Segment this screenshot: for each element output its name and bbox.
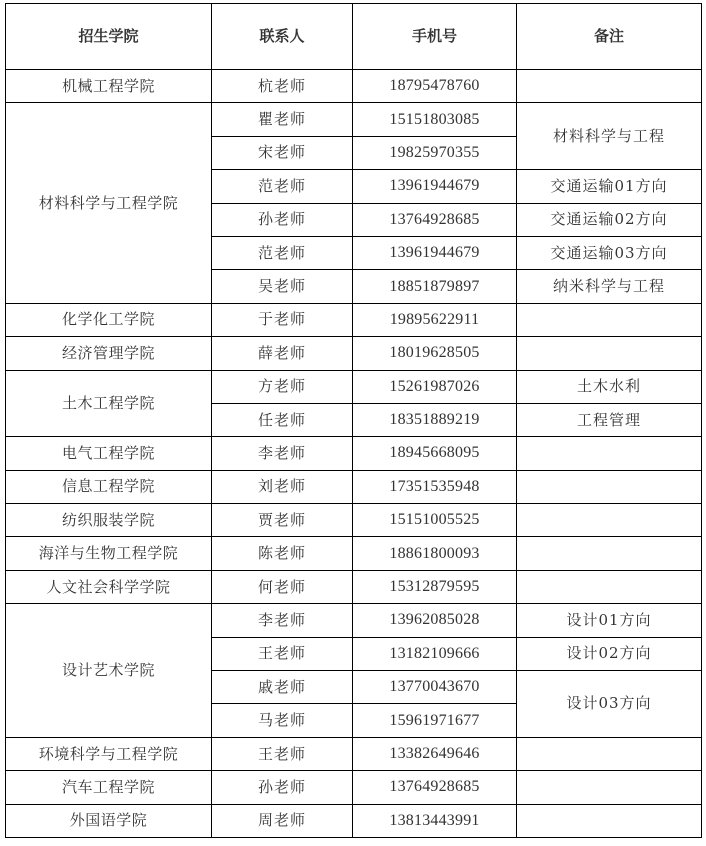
table-row	[6, 437, 702, 470]
phone-cell: 18945668095	[353, 437, 517, 470]
phone-cell: 18851879897	[353, 270, 517, 303]
school-cell: 外国语学院	[6, 804, 212, 837]
phone-cell: 18351889219	[353, 403, 517, 436]
phone-cell: 15151005525	[353, 504, 517, 537]
teacher-cell: 范老师	[212, 236, 353, 269]
teacher-cell: 何老师	[212, 570, 353, 603]
school-cell: 设计艺术学院	[6, 604, 212, 738]
phone-cell: 13764928685	[353, 771, 517, 804]
header-phone: 手机号	[353, 4, 517, 70]
phone-cell: 13182109666	[353, 637, 517, 670]
note-cell	[517, 771, 702, 804]
note-cell	[517, 437, 702, 470]
teacher-cell: 宋老师	[212, 136, 353, 169]
phone-cell: 13382649646	[353, 737, 517, 770]
table-body	[6, 70, 702, 838]
phone-cell: 18795478760	[353, 70, 517, 103]
teacher-cell: 王老师	[212, 637, 353, 670]
note-cell	[517, 70, 702, 103]
table-row	[6, 537, 702, 570]
table-row	[6, 504, 702, 537]
admissions-contact-table	[5, 3, 702, 838]
school-cell: 海洋与生物工程学院	[6, 537, 212, 570]
phone-cell: 13962085028	[353, 604, 517, 637]
phone-cell: 15261987026	[353, 370, 517, 403]
teacher-cell: 薛老师	[212, 337, 353, 370]
phone-cell: 19895622911	[353, 303, 517, 336]
table-row	[6, 570, 702, 603]
table-row	[6, 103, 702, 136]
phone-cell: 15961971677	[353, 704, 517, 737]
phone-cell: 19825970355	[353, 136, 517, 169]
teacher-cell: 戚老师	[212, 671, 353, 704]
note-cell	[517, 804, 702, 837]
note-cell: 纳米科学与工程	[517, 270, 702, 303]
note-cell: 土木水利	[517, 370, 702, 403]
header-note: 备注	[517, 4, 702, 70]
teacher-cell: 范老师	[212, 170, 353, 203]
phone-cell: 18861800093	[353, 537, 517, 570]
teacher-cell: 方老师	[212, 370, 353, 403]
teacher-cell: 李老师	[212, 604, 353, 637]
teacher-cell: 杭老师	[212, 70, 353, 103]
contact-table-container	[5, 3, 702, 838]
phone-cell: 15312879595	[353, 570, 517, 603]
teacher-cell: 刘老师	[212, 470, 353, 503]
header-contact: 联系人	[212, 4, 353, 70]
school-cell: 人文社会科学学院	[6, 570, 212, 603]
phone-cell: 13770043670	[353, 671, 517, 704]
phone-cell: 17351535948	[353, 470, 517, 503]
table-header	[6, 4, 702, 70]
note-cell: 设计03方向	[517, 671, 702, 738]
header-school: 招生学院	[6, 4, 212, 70]
note-cell: 工程管理	[517, 403, 702, 436]
table-row	[6, 337, 702, 370]
phone-cell: 13764928685	[353, 203, 517, 236]
teacher-cell: 于老师	[212, 303, 353, 336]
teacher-cell: 王老师	[212, 737, 353, 770]
teacher-cell: 任老师	[212, 403, 353, 436]
teacher-cell: 吴老师	[212, 270, 353, 303]
note-cell: 交通运输02方向	[517, 203, 702, 236]
school-cell: 信息工程学院	[6, 470, 212, 503]
note-cell: 交通运输01方向	[517, 170, 702, 203]
phone-cell: 18019628505	[353, 337, 517, 370]
teacher-cell: 周老师	[212, 804, 353, 837]
teacher-cell: 贾老师	[212, 504, 353, 537]
note-cell	[517, 737, 702, 770]
note-cell: 材料科学与工程	[517, 103, 702, 170]
note-cell	[517, 337, 702, 370]
table-row	[6, 804, 702, 837]
school-cell: 纺织服装学院	[6, 504, 212, 537]
school-cell: 化学化工学院	[6, 303, 212, 336]
table-row	[6, 771, 702, 804]
school-cell: 汽车工程学院	[6, 771, 212, 804]
note-cell	[517, 470, 702, 503]
phone-cell: 13961944679	[353, 236, 517, 269]
school-cell: 土木工程学院	[6, 370, 212, 437]
teacher-cell: 孙老师	[212, 771, 353, 804]
phone-cell: 13961944679	[353, 170, 517, 203]
school-cell: 经济管理学院	[6, 337, 212, 370]
teacher-cell: 瞿老师	[212, 103, 353, 136]
note-cell	[517, 570, 702, 603]
note-cell: 设计01方向	[517, 604, 702, 637]
note-cell	[517, 537, 702, 570]
school-cell: 电气工程学院	[6, 437, 212, 470]
table-row	[6, 604, 702, 637]
phone-cell: 13813443991	[353, 804, 517, 837]
school-cell: 材料科学与工程学院	[6, 103, 212, 303]
phone-cell: 15151803085	[353, 103, 517, 136]
table-row	[6, 370, 702, 403]
note-cell: 交通运输03方向	[517, 236, 702, 269]
table-row	[6, 303, 702, 336]
note-cell	[517, 303, 702, 336]
school-cell: 环境科学与工程学院	[6, 737, 212, 770]
teacher-cell: 陈老师	[212, 537, 353, 570]
header-row	[6, 4, 702, 70]
teacher-cell: 李老师	[212, 437, 353, 470]
school-cell: 机械工程学院	[6, 70, 212, 103]
table-row	[6, 470, 702, 503]
teacher-cell: 马老师	[212, 704, 353, 737]
table-row	[6, 70, 702, 103]
table-row	[6, 737, 702, 770]
note-cell: 设计02方向	[517, 637, 702, 670]
teacher-cell: 孙老师	[212, 203, 353, 236]
note-cell	[517, 504, 702, 537]
